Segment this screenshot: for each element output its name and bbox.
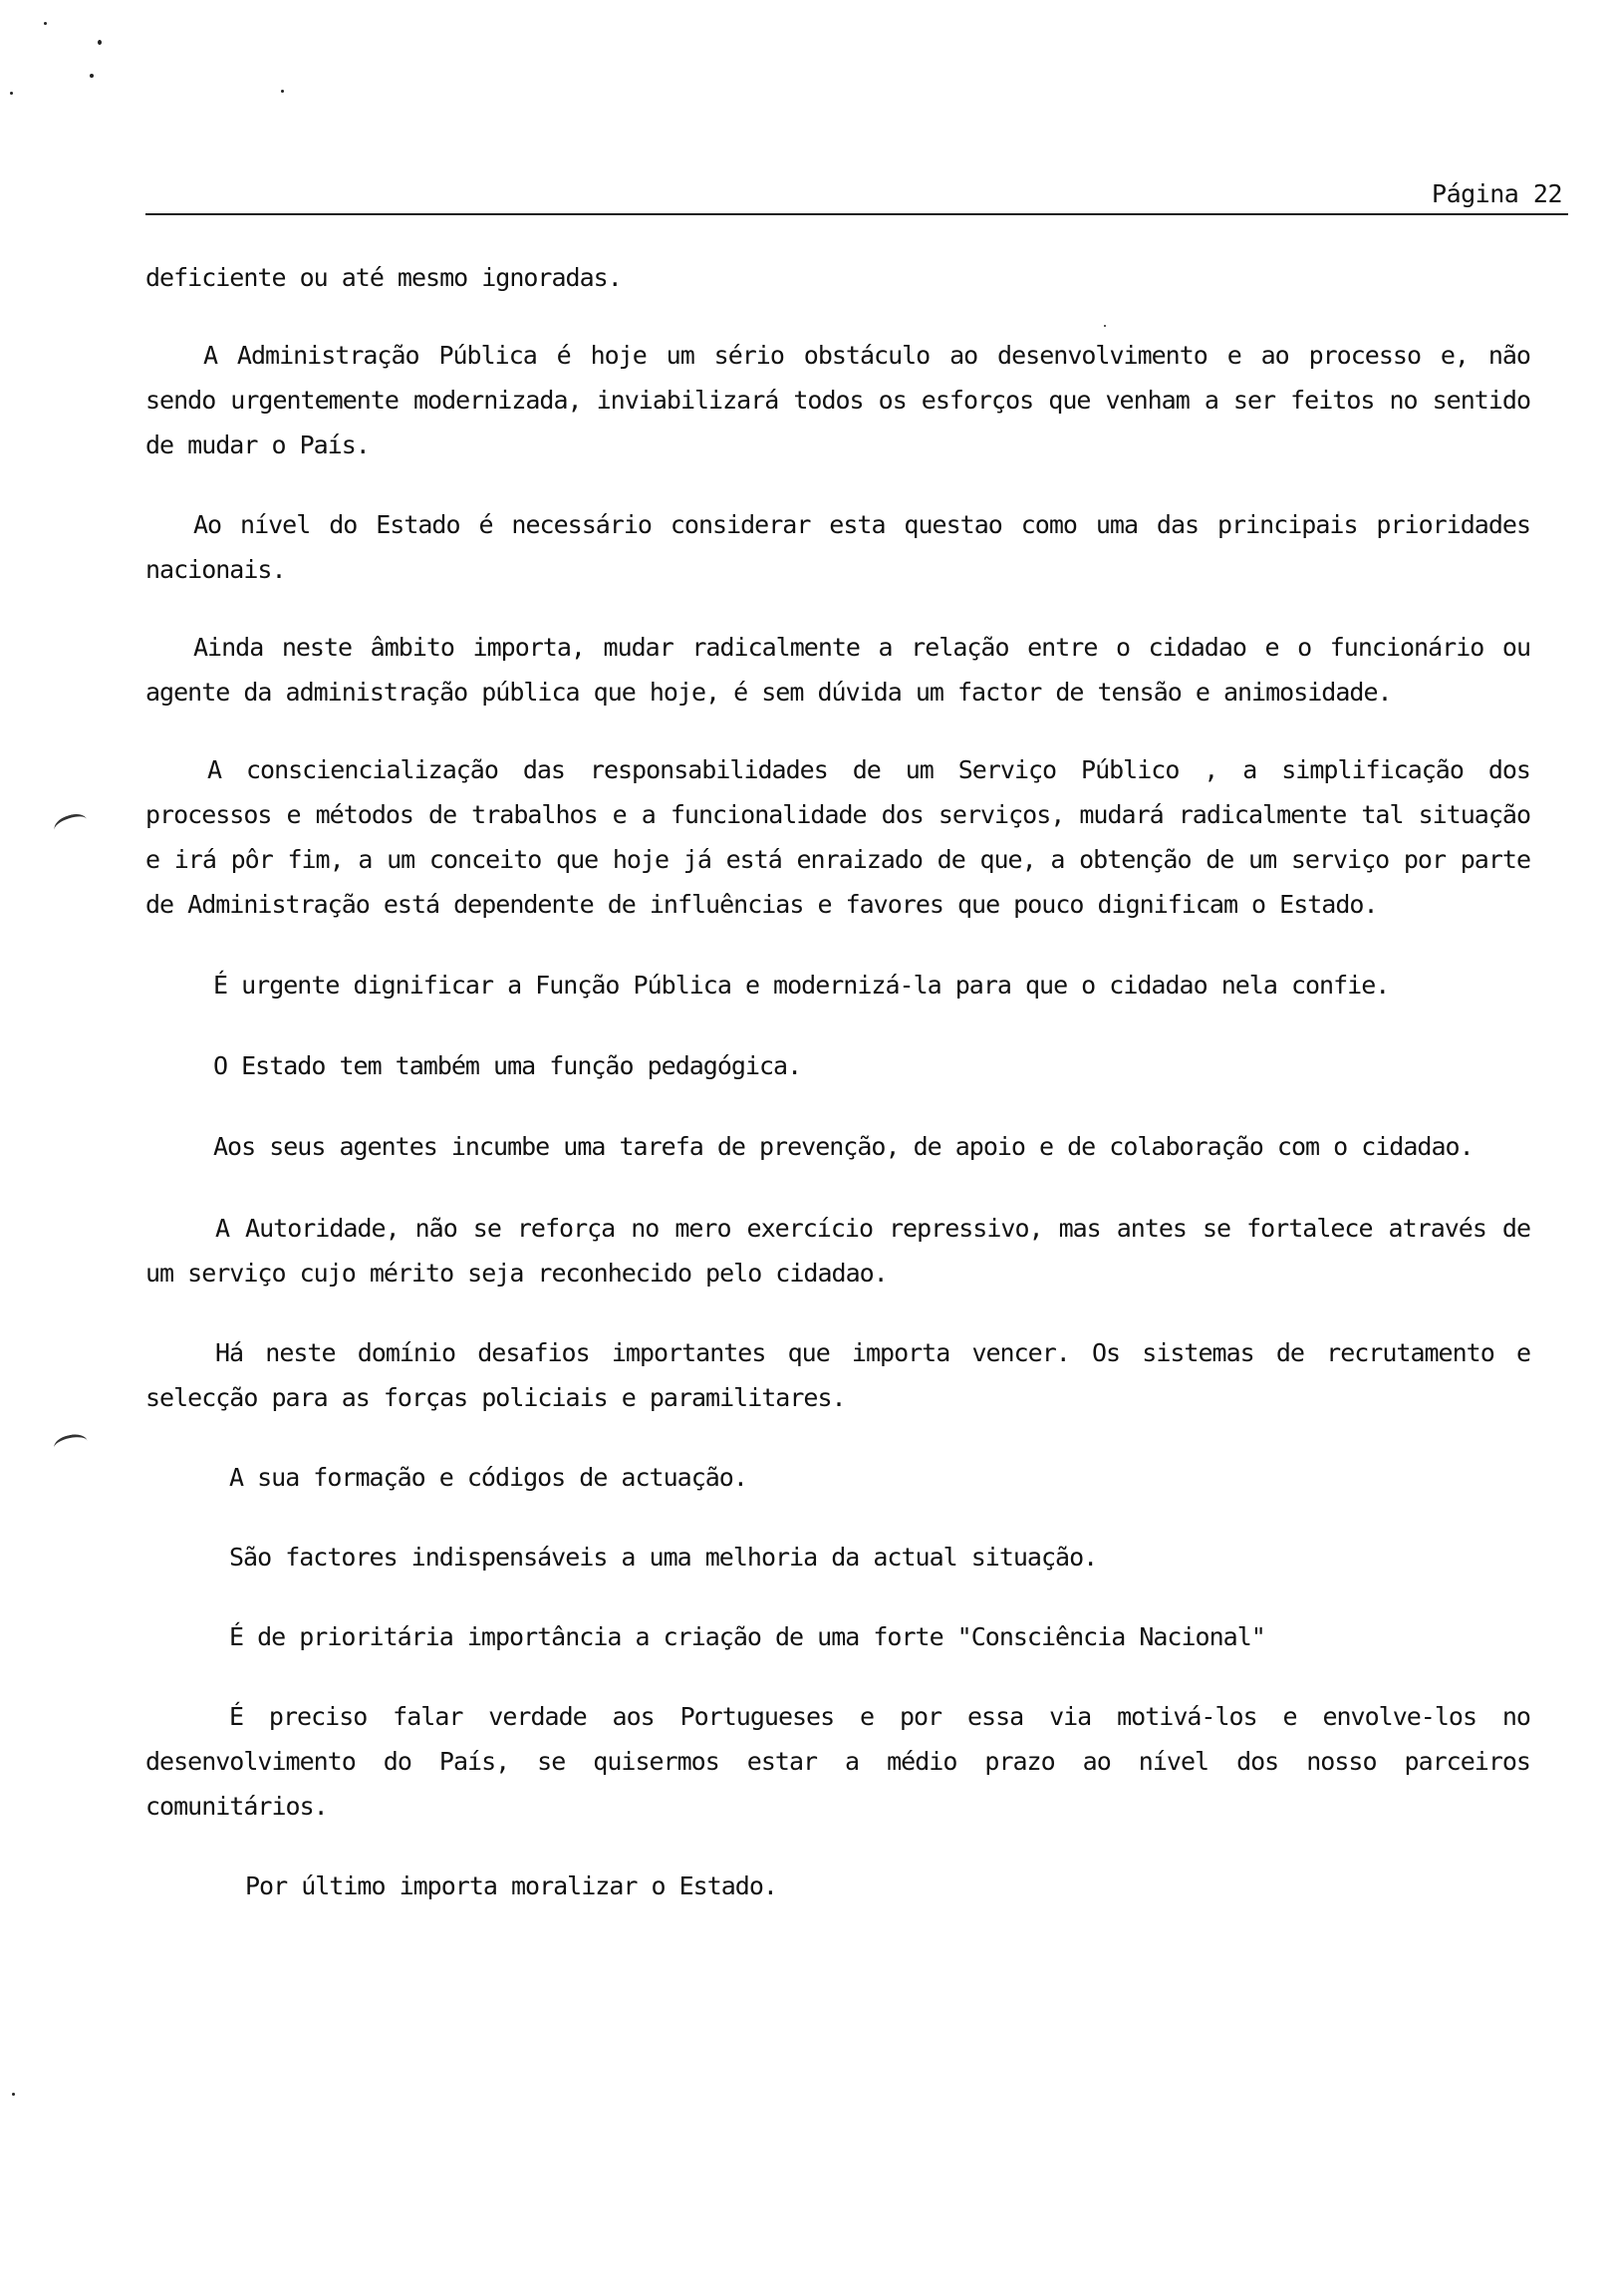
header-rule — [145, 213, 1568, 215]
paragraph: Ao nível do Estado é necessário considerar esta questao como uma das principais prioridades nacionais. — [145, 510, 1530, 584]
paragraph: Por último importa moralizar o Estado. — [245, 1871, 777, 1900]
scan-speck — [98, 40, 102, 45]
page-number: Página 22 — [1432, 179, 1562, 208]
paragraph: São factores indispensáveis a uma melhoria da actual situação. — [229, 1543, 1098, 1572]
paragraph: A Autoridade, não se reforça no mero exercício repressivo, mas antes se fortalece através de um serviço cujo mérito seja reconhecido pelo cidadao. — [145, 1214, 1530, 1288]
paragraph: Ainda neste âmbito importa, mudar radicalmente a relação entre o cidadao e o funcionário ou agente da administração pública que hoje, é sem dúvida um factor de tensão e animosidade. — [145, 633, 1530, 707]
paragraph: É urgente dignificar a Função Pública e modernizá-la para que o cidadao nela confie. — [213, 971, 1390, 1000]
paragraph: deficiente ou até mesmo ignoradas. — [145, 263, 622, 292]
paragraph: A Administração Pública é hoje um sério obstáculo ao desenvolvimento e ao processo e, não sendo urgentemente modernizada, inviabilizará todos os esforços que venham a ser feitos no sentido de mudar o País. — [145, 341, 1530, 459]
scan-speck — [10, 92, 13, 95]
paragraph: Aos seus agentes incumbe uma tarefa de prevenção, de apoio e de colaboração com o cidadao. — [213, 1132, 1474, 1161]
paragraph: A sua formação e códigos de actuação. — [229, 1463, 747, 1492]
scan-speck — [90, 74, 94, 78]
scan-speck — [44, 22, 47, 25]
paragraph: É de prioritária importância a criação de uma forte "Consciência Nacional" — [229, 1622, 1265, 1651]
page-header — [145, 179, 1568, 219]
scan-mark — [52, 810, 90, 839]
paragraph: Há neste domínio desafios importantes que importa vencer. Os sistemas de recrutamento e selecção para as forças policiais e paramilitares. — [145, 1338, 1530, 1412]
scan-mark — [52, 1432, 89, 1458]
scan-speck — [12, 2093, 15, 2096]
paragraph: O Estado tem também uma função pedagógica. — [213, 1051, 802, 1080]
body-text — [145, 255, 1530, 1908]
paragraph: A consciencialização das responsabilidades de um Serviço Público , a simplificação dos processos e métodos de trabalhos e a funcionalidade dos serviços, mudará radicalmente tal situação e irá pôr fim, a um conceito que hoje já está enraizado de que, a obtenção de um serviço por parte de Administração está dependente de influências e favores que pouco dignificam o Estado. — [145, 755, 1530, 919]
scan-speck — [281, 90, 284, 93]
paragraph: É preciso falar verdade aos Portugueses e por essa via motivá-los e envolve-los no desenvolvimento do País, se quisermos estar a médio prazo ao nível dos nosso parceiros comunitários. — [145, 1702, 1530, 1821]
